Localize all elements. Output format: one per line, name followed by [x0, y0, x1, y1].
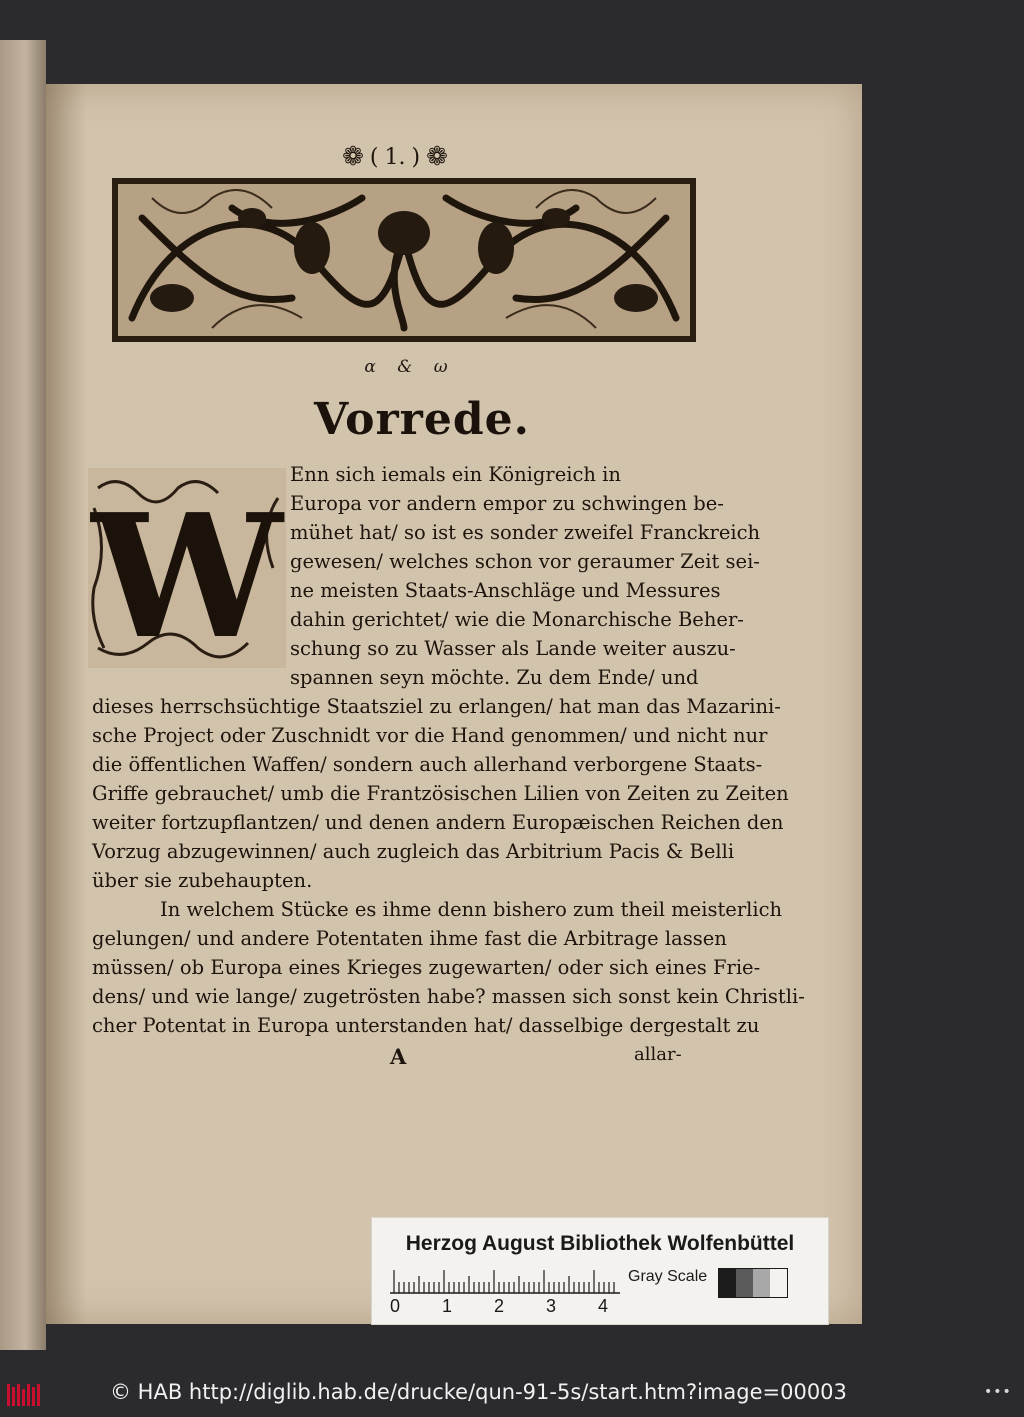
text-line: die öffentlichen Waffen/ sondern auch allerhand verborgene Staats-: [92, 753, 763, 776]
hab-logo-icon: [6, 1382, 44, 1408]
gray-scale-label: Gray Scale: [628, 1268, 708, 1285]
text-line: müssen/ ob Europa eines Krieges zugewarten/ oder sich eines Frie-: [92, 956, 761, 979]
page-number: 1.: [384, 144, 406, 170]
ruler-number: 4: [598, 1296, 609, 1316]
text-line: cher Potentat in Europa unterstanden hat/ dasselbige dergestalt zu: [92, 1014, 760, 1037]
swatch: [753, 1269, 770, 1297]
library-name: Herzog August Bibliothek Wolfenbüttel: [405, 1232, 795, 1255]
catchword: allar-: [634, 1044, 682, 1065]
gray-scale-swatches: [718, 1268, 788, 1298]
alpha-omega-mark: α & ω: [364, 357, 456, 377]
ornament-right-icon: ❁: [426, 142, 448, 172]
signature-mark: A: [390, 1044, 407, 1069]
swatch: [736, 1269, 753, 1297]
text-line: über sie zubehaupten.: [92, 869, 313, 892]
page-gutter-shadow: [46, 84, 86, 1324]
dots-icon[interactable]: •••: [984, 1384, 1012, 1400]
page-title: Vorrede.: [314, 394, 530, 445]
svg-text:W: W: [91, 477, 283, 677]
page-number-header: ❁ ( 1. ) ❁: [342, 142, 448, 172]
ruler-numbers: [390, 1296, 630, 1320]
text-line: dieses herrschsüchtige Staatsziel zu erlangen/ hat man das Mazarini-: [92, 695, 781, 718]
ornament-left-icon: ❁: [342, 142, 364, 172]
text-line: Europa vor andern empor zu schwingen be-: [290, 492, 724, 515]
text-line: sche Project oder Zuschnidt vor die Hand genommen/ und nicht nur: [92, 724, 768, 747]
copyright-url[interactable]: © HAB http://diglib.hab.de/drucke/qun-91-5s/start.htm?image=00003: [110, 1380, 847, 1404]
text-line: Vorzug abzugewinnen/ auch zugleich das Arbitrium Pacis & Belli: [92, 840, 735, 863]
text-line: Enn sich iemals ein Königreich in: [290, 463, 621, 486]
text-line: gelungen/ und andere Potentaten ihme fast die Arbitrage lassen: [92, 927, 727, 950]
text-line: In welchem Stücke es ihme denn bishero zum theil meisterlich: [160, 898, 783, 921]
ruler-number: 0: [390, 1296, 401, 1316]
library-color-card: [372, 1218, 828, 1324]
swatch: [770, 1269, 787, 1297]
swatch: [719, 1269, 736, 1297]
ruler-number: 3: [546, 1296, 557, 1316]
text-line: Griffe gebrauchet/ umb die Frantzösischen Lilien von Zeiten zu Zeiten: [92, 782, 789, 805]
adjacent-page-edge: [0, 40, 46, 1350]
ruler-number: 1: [442, 1296, 453, 1316]
headpiece-vignette: [112, 178, 696, 342]
ruler-number: 2: [494, 1296, 505, 1316]
ruler-scale: [390, 1266, 620, 1294]
text-line: weiter fortzupflantzen/ und denen andern Europæischen Reichen den: [92, 811, 784, 834]
text-line: schung so zu Wasser als Lande weiter auszu-: [290, 637, 736, 660]
decorated-initial: [88, 468, 286, 677]
text-line: gewesen/ welches schon vor geraumer Zeit sei-: [290, 550, 760, 573]
text-line: ne meisten Staats-Anschläge und Messures: [290, 579, 721, 602]
text-line: mühet hat/ so ist es sonder zweifel Franckreich: [290, 521, 761, 544]
text-line: dahin gerichtet/ wie die Monarchische Beher-: [290, 608, 744, 631]
text-line: spannen seyn möchte. Zu dem Ende/ und: [290, 666, 699, 689]
text-line: dens/ und wie lange/ zugetrösten habe? massen sich sonst kein Christli-: [92, 985, 805, 1008]
